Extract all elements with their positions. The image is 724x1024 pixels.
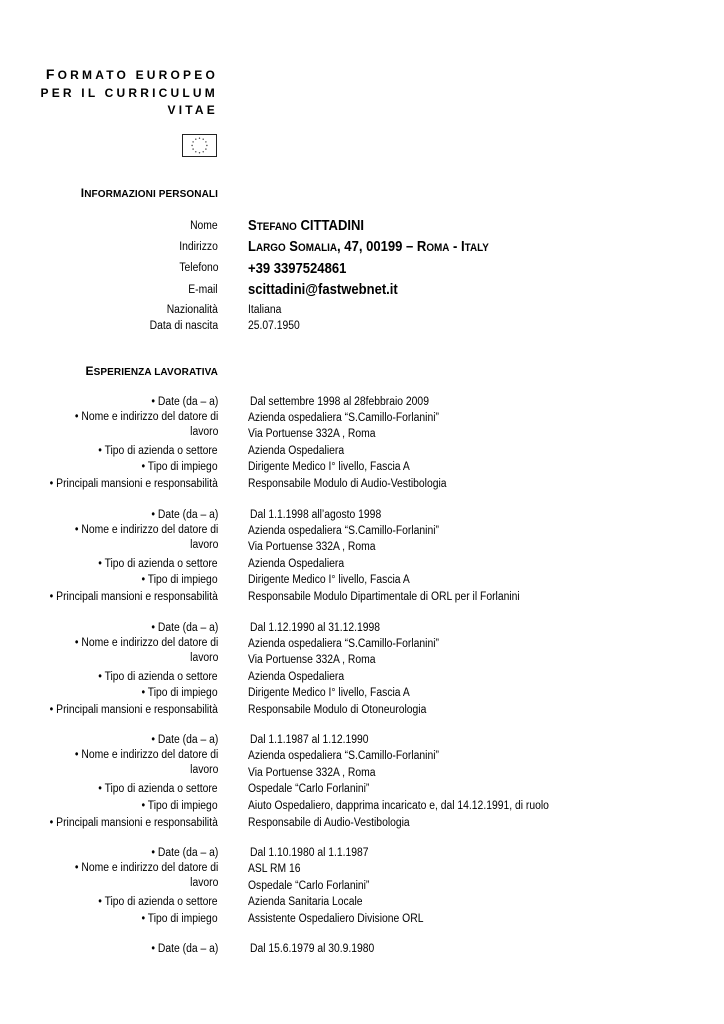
label-date: • Date (da – a) — [151, 943, 218, 955]
value-indirizzo: LARGO SOMALIA, 47, 00199 – ROMA - ITALY — [248, 239, 489, 255]
label-date: • Date (da – a) — [151, 509, 218, 521]
value-date: Dal 1.10.1980 al 1.1.1987 — [250, 847, 369, 859]
value-sector: Azienda Ospedaliera — [248, 445, 345, 457]
value-sector: Ospedale “Carlo Forlanini” — [248, 783, 370, 795]
label-email: E-mail — [188, 284, 218, 296]
title-line-2: PER IL CURRICULUM — [40, 85, 218, 100]
value-employer-address: Ospedale “Carlo Forlanini” — [248, 880, 370, 892]
label-date: • Date (da – a) — [151, 847, 218, 859]
label-telefono: Telefono — [178, 262, 218, 274]
label-job: • Tipo di impiego — [141, 800, 218, 812]
section-personal-info: INFORMAZIONI PERSONALI — [80, 186, 218, 200]
label-employer: • Nome e indirizzo del datore di lavoro — [74, 524, 218, 551]
value-job: Dirigente Medico I° livello, Fascia A — [248, 461, 410, 473]
value-employer-name: ASL RM 16 — [248, 863, 301, 875]
value-employer-address: Via Portuense 332A , Roma — [248, 654, 376, 666]
value-email: scittadini@fastwebnet.it — [248, 282, 398, 298]
title-line-1: ORMATO EUROPEO — [57, 68, 218, 82]
value-employer-address: Via Portuense 332A , Roma — [248, 541, 376, 553]
value-date: Dal 15.6.1979 al 30.9.1980 — [250, 943, 375, 955]
label-date: • Date (da – a) — [151, 622, 218, 634]
label-sector: • Tipo di azienda o settore — [98, 671, 218, 683]
eu-flag-icon — [182, 134, 217, 157]
value-employer-address: Via Portuense 332A , Roma — [248, 428, 376, 440]
label-nome: Nome — [190, 220, 218, 232]
label-duties: • Principali mansioni e responsabilità — [49, 704, 218, 716]
value-nascita: 25.07.1950 — [248, 320, 300, 332]
title-cap: F — [45, 66, 58, 82]
value-duties: Responsabile Modulo di Audio-Vestibologia — [248, 478, 447, 490]
value-employer-name: Azienda ospedaliera “S.Camillo-Forlanini” — [248, 525, 439, 537]
label-indirizzo: Indirizzo — [179, 241, 218, 253]
label-nazionalita: Nazionalità — [166, 304, 218, 316]
value-job: Assistente Ospedaliero Divisione ORL — [248, 913, 424, 925]
label-duties: • Principali mansioni e responsabilità — [49, 817, 218, 829]
label-nascita: Data di nascita — [149, 320, 218, 332]
label-date: • Date (da – a) — [151, 734, 218, 746]
value-duties: Responsabile Modulo Dipartimentale di ORL per il Forlanini — [248, 591, 520, 603]
value-job: Dirigente Medico I° livello, Fascia A — [248, 574, 410, 586]
label-date: • Date (da – a) — [151, 396, 218, 408]
value-nazionalita: Italiana — [248, 304, 282, 316]
section-work-experience: ESPERIENZA LAVORATIVA — [85, 364, 218, 378]
value-sector: Azienda Sanitaria Locale — [248, 896, 363, 908]
label-sector: • Tipo di azienda o settore — [98, 558, 218, 570]
value-date: Dal 1.1.1987 al 1.12.1990 — [250, 734, 369, 746]
label-employer: • Nome e indirizzo del datore di lavoro — [74, 749, 218, 776]
value-employer-name: Azienda ospedaliera “S.Camillo-Forlanini” — [248, 638, 439, 650]
value-date: Dal 1.12.1990 al 31.12.1998 — [250, 622, 381, 634]
value-employer-address: Via Portuense 332A , Roma — [248, 767, 376, 779]
value-telefono: +39 3397524861 — [248, 261, 347, 277]
value-sector: Azienda Ospedaliera — [248, 558, 345, 570]
value-sector: Azienda Ospedaliera — [248, 671, 345, 683]
value-date: Dal 1.1.1998 all’agosto 1998 — [250, 509, 382, 521]
value-duties: Responsabile Modulo di Otoneurologia — [248, 704, 427, 716]
label-sector: • Tipo di azienda o settore — [98, 896, 218, 908]
value-employer-name: Azienda ospedaliera “S.Camillo-Forlanini” — [248, 412, 439, 424]
value-date: Dal settembre 1998 al 28febbraio 2009 — [250, 396, 429, 408]
cv-title — [40, 66, 218, 120]
label-duties: • Principali mansioni e responsabilità — [49, 591, 218, 603]
value-job: Aiuto Ospedaliero, dapprima incaricato e, dal 14.12.1991, di ruolo — [248, 800, 549, 812]
value-employer-name: Azienda ospedaliera “S.Camillo-Forlanini” — [248, 750, 439, 762]
label-sector: • Tipo di azienda o settore — [98, 445, 218, 457]
title-line-3: VITAE — [167, 103, 218, 117]
label-duties: • Principali mansioni e responsabilità — [49, 478, 218, 490]
label-job: • Tipo di impiego — [141, 913, 218, 925]
label-sector: • Tipo di azienda o settore — [98, 783, 218, 795]
value-duties: Responsabile di Audio-Vestibologia — [248, 817, 410, 829]
value-job: Dirigente Medico I° livello, Fascia A — [248, 687, 410, 699]
value-nome: STEFANO CITTADINI — [248, 218, 365, 234]
label-employer: • Nome e indirizzo del datore di lavoro — [74, 411, 218, 438]
label-employer: • Nome e indirizzo del datore di lavoro — [74, 637, 218, 664]
label-job: • Tipo di impiego — [141, 574, 218, 586]
label-job: • Tipo di impiego — [141, 687, 218, 699]
label-employer: • Nome e indirizzo del datore di lavoro — [74, 862, 218, 889]
label-job: • Tipo di impiego — [141, 461, 218, 473]
